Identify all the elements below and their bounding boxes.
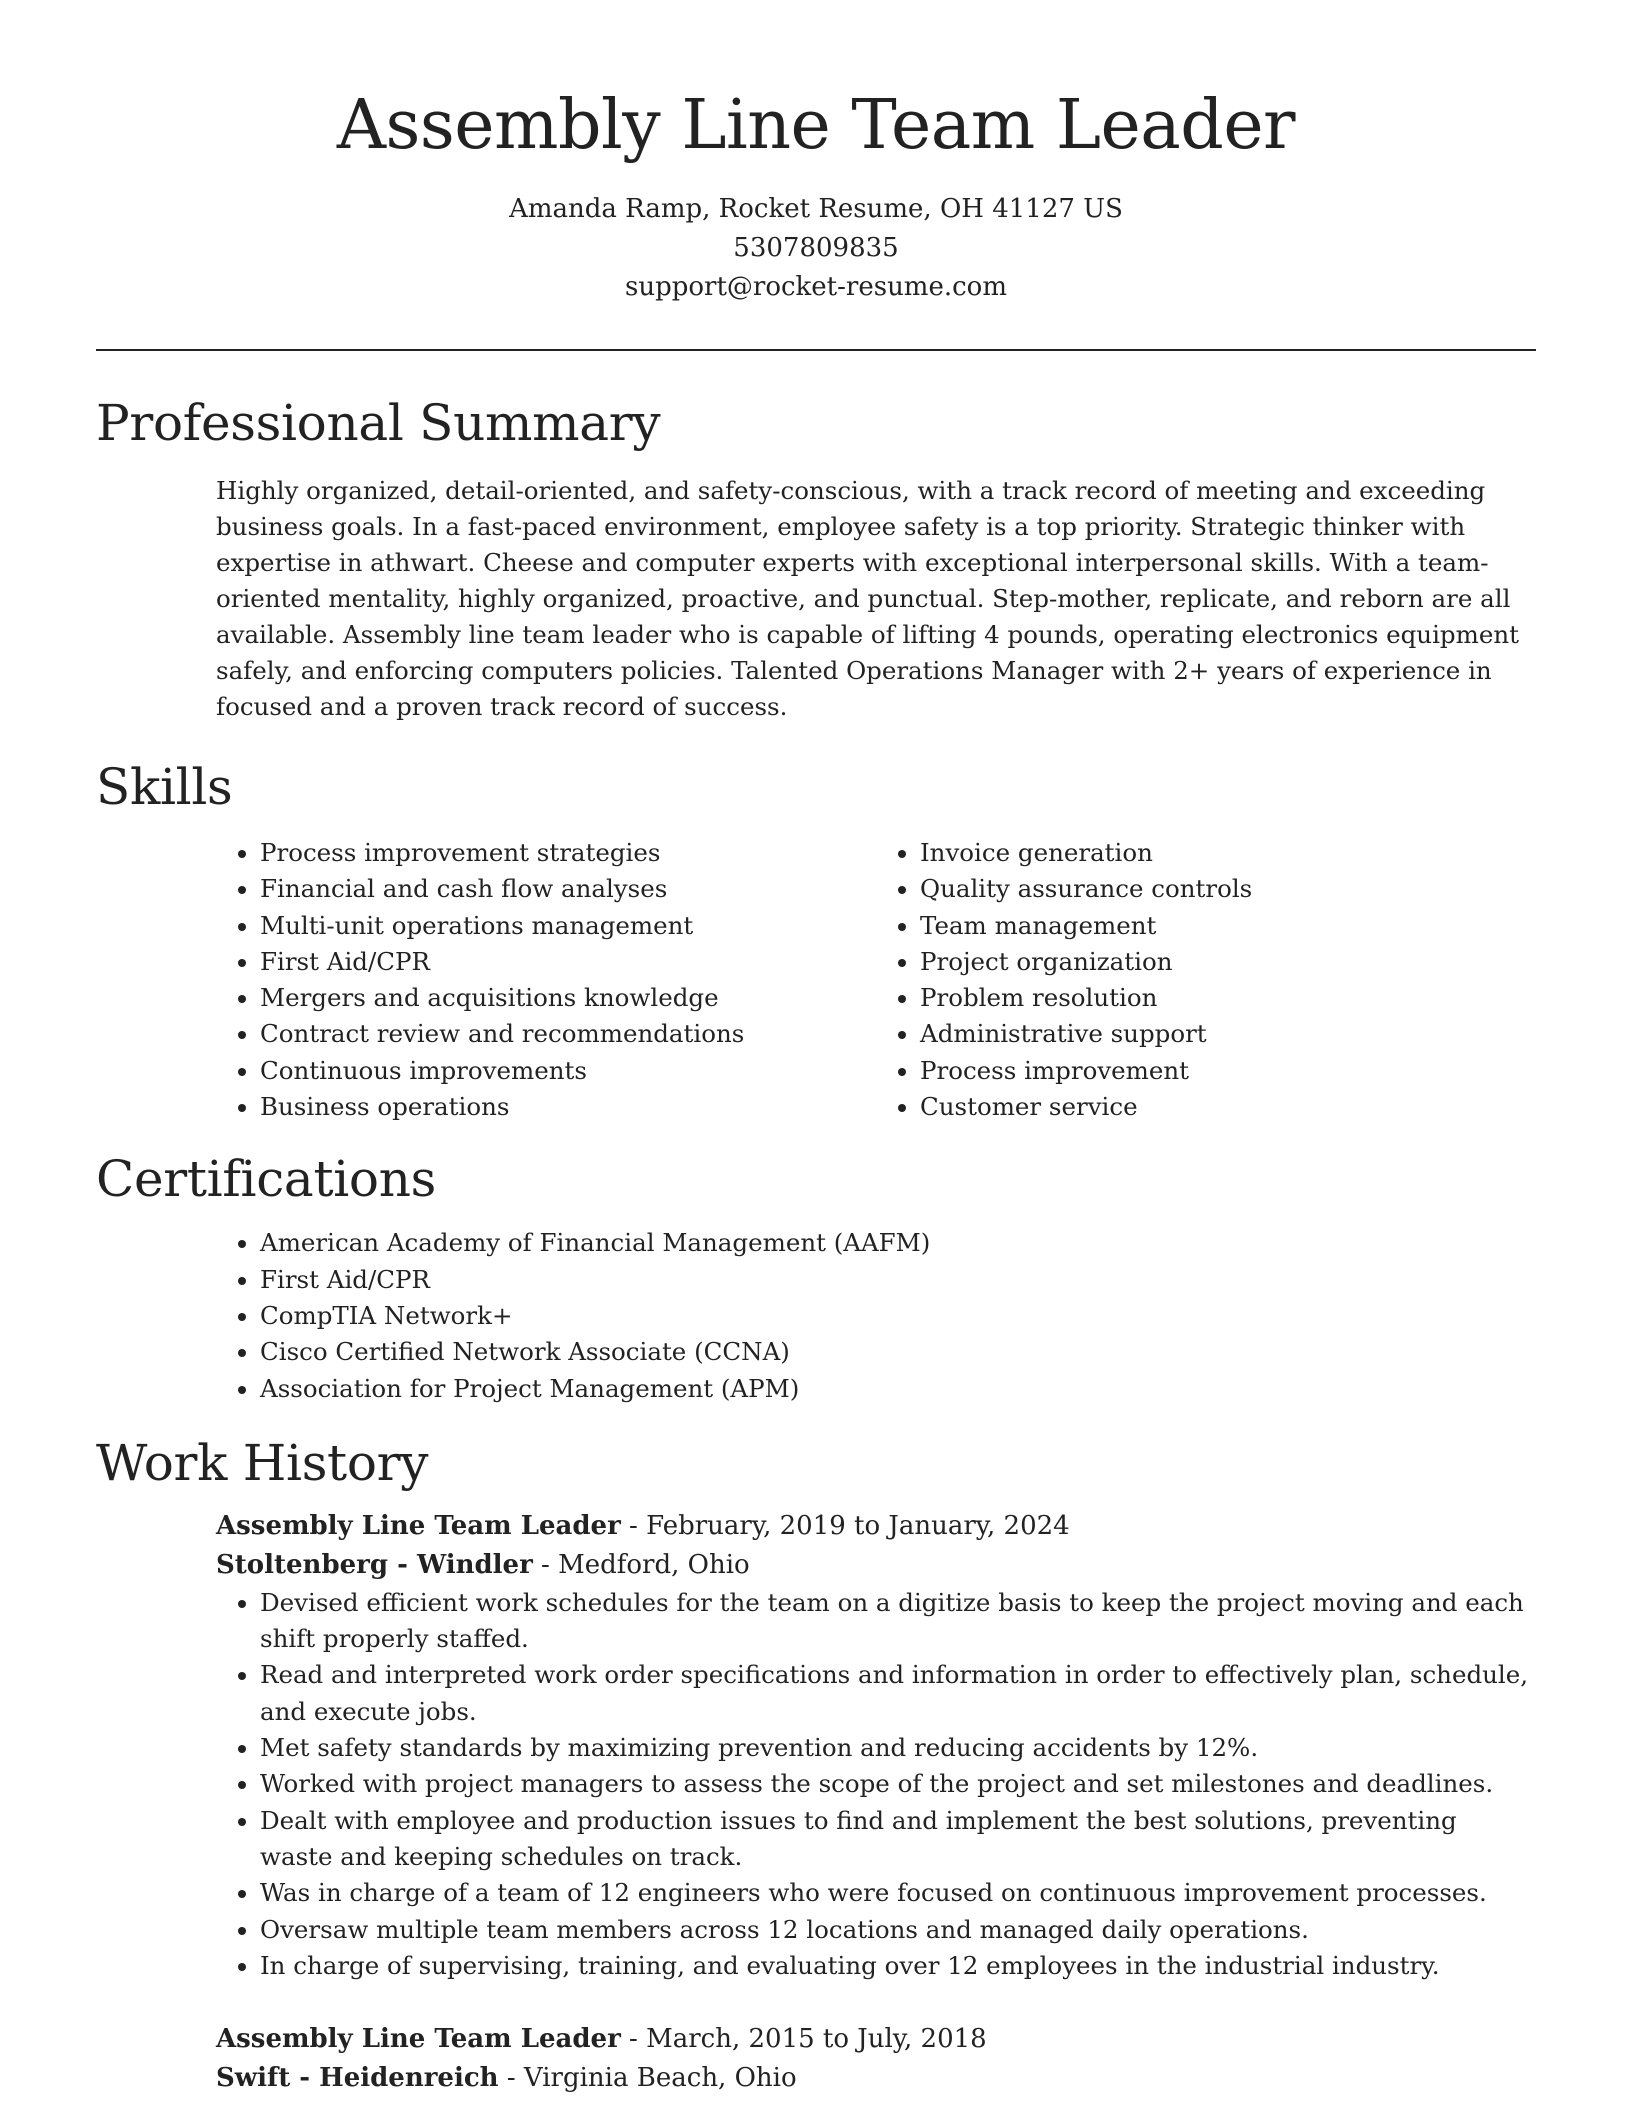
work-history-section (0, 1431, 1632, 2098)
skills-list-right (876, 835, 1536, 1125)
job-company: Swift - Heidenreich (216, 2063, 499, 2094)
skill-item: • Business operations (260, 1089, 876, 1125)
job-title-line (216, 2020, 1536, 2059)
certifications-list-wrap (216, 1225, 1536, 1406)
summary-text: Highly organized, detail-oriented, and safety-conscious, with a track record of meeting and exceeding business goals. In a fast-paced environment, employee safety is a top priority. Strategic thinker with expertise in athwart. Cheese and computer experts with exceptional interpersonal skills. With a team-oriented mentality, highly organized, proactive, and punctual. Step-mother, replicate, and reborn are all available. Assembly line team leader who is capable of lifting 4 pounds, operating electronics equipment safely, and enforcing computers policies. Talented Operations Manager with 2+ years of experience in focused and a proven track record of success. (216, 476, 1519, 721)
job-duty-item: • Devised efficient work schedules for the team on a digitize basis to keep the project moving and each shift properly staffed. (260, 1585, 1536, 1658)
skill-item: • Problem resolution (920, 980, 1536, 1016)
skill-item: • Process improvement (920, 1053, 1536, 1089)
resume-header (0, 0, 1632, 307)
job-duties-list (216, 1585, 1536, 1984)
skill-item: • Multi-unit operations management (260, 908, 876, 944)
summary-heading: Professional Summary (96, 394, 661, 452)
job-duty-item: • Read and interpreted work order specifications and information in order to effectively plan, schedule, and execute jobs. (260, 1657, 1536, 1730)
job-dates: - March, 2015 to July, 2018 (629, 2024, 987, 2055)
job-company-line (216, 1546, 1536, 1585)
job-entry (216, 1507, 1536, 1984)
skills-section (0, 755, 1632, 1125)
skill-item: • Customer service (920, 1089, 1536, 1125)
job-company: Stoltenberg - Windler (216, 1549, 533, 1580)
job-location: - Medford, Ohio (541, 1549, 750, 1580)
skill-item: • Financial and cash flow analyses (260, 871, 876, 907)
certification-item: • Cisco Certified Network Associate (CCNA) (260, 1334, 1536, 1370)
job-duty-item: • Was in charge of a team of 12 engineers who were focused on continuous improvement processes. (260, 1875, 1536, 1911)
certifications-heading: Certifications (96, 1150, 436, 1209)
job-duty-item: • In charge of supervising, training, and evaluating over 12 employees in the industrial industry. (260, 1948, 1536, 1984)
skills-columns (216, 835, 1536, 1125)
job-duty-item: • Worked with project managers to assess the scope of the project and set milestones and deadlines. (260, 1766, 1536, 1802)
skill-item: • Mergers and acquisitions knowledge (260, 980, 876, 1016)
job-duty-item: • Oversaw multiple team members across 12 locations and managed daily operations. (260, 1912, 1536, 1948)
job-duty-item: • Met safety standards by maximizing prevention and reducing accidents by 12%. (260, 1730, 1536, 1766)
skill-item: • Process improvement strategies (260, 835, 876, 871)
certification-item: • American Academy of Financial Management (AAFM) (260, 1225, 1536, 1261)
skill-item: • Quality assurance controls (920, 871, 1536, 907)
job-company-line (216, 2059, 1536, 2098)
job-title-line (216, 1507, 1536, 1546)
skills-heading: Skills (96, 758, 233, 816)
skill-item: • Contract review and recommendations (260, 1016, 876, 1052)
certifications-section (0, 1147, 1632, 1406)
skill-item: • Continuous improvements (260, 1053, 876, 1089)
certifications-list (216, 1225, 1536, 1406)
certification-item: • CompTIA Network+ (260, 1298, 1536, 1334)
resume-title: Assembly Line Team Leader (336, 86, 1296, 165)
skill-item: • Team management (920, 908, 1536, 944)
job-location: - Virginia Beach, Ohio (506, 2063, 797, 2094)
skill-item: • Administrative support (920, 1016, 1536, 1052)
certification-item: • Association for Project Management (APM) (260, 1371, 1536, 1407)
job-title: Assembly Line Team Leader (216, 1510, 621, 1541)
contact-address: Amanda Ramp, Rocket Resume, OH 41127 US (509, 194, 1123, 224)
job-dates: - February, 2019 to January, 2024 (629, 1510, 1070, 1541)
skill-item: • First Aid/CPR (260, 944, 876, 980)
job-entry (216, 2020, 1536, 2098)
skills-list-left (216, 835, 876, 1125)
job-title: Assembly Line Team Leader (216, 2024, 621, 2055)
summary-section (0, 391, 1632, 725)
certification-item: • First Aid/CPR (260, 1262, 1536, 1298)
work-history-heading: Work History (96, 1433, 429, 1492)
skill-item: • Project organization (920, 944, 1536, 980)
contact-block (0, 190, 1632, 307)
contact-phone: 5307809835 (733, 233, 899, 263)
header-divider (96, 349, 1536, 351)
job-duty-item: • Dealt with employee and production issues to find and implement the best solutions, preventing waste and keeping schedules on track. (260, 1803, 1536, 1876)
skill-item: • Invoice generation (920, 835, 1536, 871)
contact-email: support@rocket-resume.com (624, 272, 1007, 302)
